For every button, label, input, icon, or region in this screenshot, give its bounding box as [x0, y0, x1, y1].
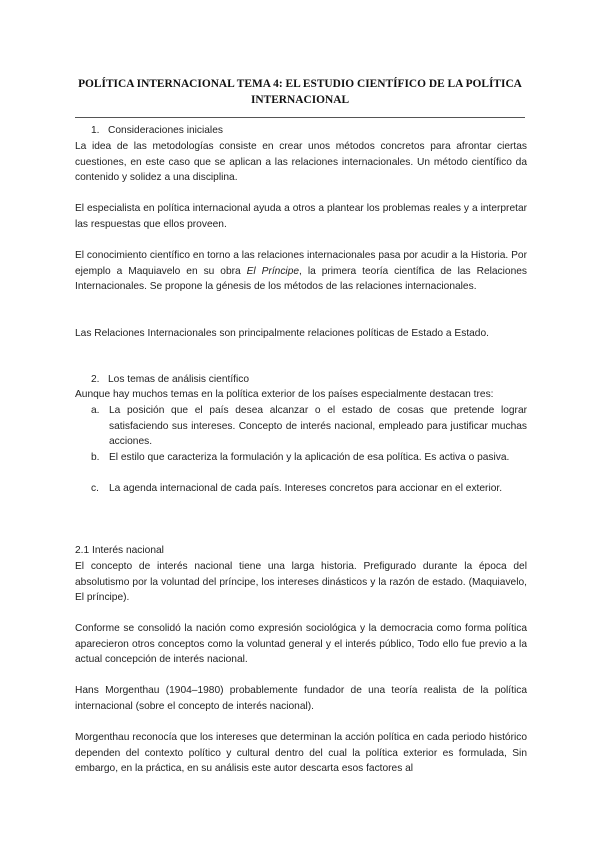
list-item [75, 403, 527, 450]
list-item-text: El estilo que caracteriza la formulación y la aplicación de esa política. Es activa o pasiva. [109, 452, 510, 463]
title-divider [75, 117, 525, 118]
book-title: El Príncipe [246, 265, 300, 277]
list-item-text: La agenda internacional de cada país. Intereses concretos para accionar en el exterior. [109, 483, 503, 494]
paragraph-text: , la primera teoría científica de las Relaciones Internacionales. Se propone la génesis de los métodos de las relaciones internacionales. [75, 265, 527, 293]
paragraph: Conforme se consolidó la nación como expresión sociológica y la democracia como forma política aparecieron otros conceptos como la voluntad general y el interés público, Todo ello fue previo a la actual concepción de interés nacional. [75, 623, 527, 666]
paragraph: Morgenthau reconocía que los intereses que determinan la acción política en cada periodo histórico dependen del contexto político y cultural dentro del cual la política exterior es formulada, Sin embargo, en la práctica, en su análisis este autor descarta esos factores al [75, 732, 527, 775]
list-item [75, 481, 527, 497]
list-item [75, 450, 527, 466]
list-marker: c. [91, 483, 99, 494]
list-marker: b. [91, 452, 100, 463]
list-marker: a. [91, 405, 100, 416]
section-1-title: Consideraciones iniciales [108, 125, 223, 136]
section-2-title: Los temas de análisis científico [108, 374, 249, 385]
paragraph: Aunque hay muchos temas en la política exterior de los países especialmente destacan tres: [75, 389, 494, 400]
paragraph: El especialista en política internacional ayuda a otros a plantear los problemas reales y a interpretar las respuestas que ellos proveen. [75, 203, 527, 230]
paragraph [75, 248, 527, 295]
list-item-text: La posición que el país desea alcanzar o el estado de cosas que pretende lograr satisfaciendo sus intereses. Concepto de interés nacional, empleado para justificar muchas acciones. [109, 405, 527, 448]
paragraph: La idea de las metodologías consiste en crear unos métodos concretos para afrontar ciertas cuestiones, en este caso que se aplican a las relaciones internacionales. Un método científico da contenido y solidez a una disciplina. [75, 141, 527, 184]
section-1-number: 1. [91, 125, 100, 136]
document-title: POLÍTICA INTERNACIONAL TEMA 4: EL ESTUDIO CIENTÍFICO DE LA POLÍTICA INTERNACIONAL [78, 78, 522, 106]
paragraph-text: El conocimiento científico en torno a las relaciones internacionales pasa por acudir a la Historia. Por ejemplo a Maquiavelo en su obra [75, 250, 527, 277]
subsection-heading: 2.1 Interés nacional [75, 545, 164, 556]
section-2-number: 2. [91, 374, 100, 385]
paragraph: Hans Morgenthau (1904–1980) probablemente fundador de una teoría realista de la política internacional (sobre el concepto de interés nacional). [75, 685, 527, 712]
paragraph: Las Relaciones Internacionales son principalmente relaciones políticas de Estado a Estado. [75, 328, 489, 339]
paragraph: El concepto de interés nacional tiene una larga historia. Prefigurado durante la época del absolutismo por la voluntad del príncipe, los intereses dinásticos y la razón de estado. (Maquiavelo, El príncipe). [75, 561, 527, 604]
